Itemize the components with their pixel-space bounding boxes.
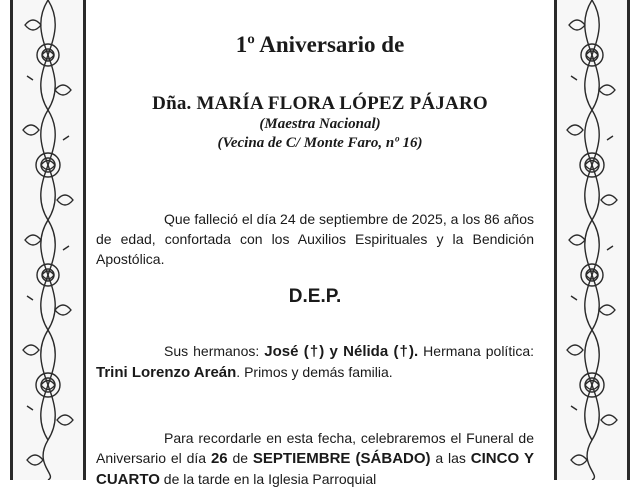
right-floral-border xyxy=(554,0,630,480)
funeral-text-a: Para recordarle en esta fecha, celebraremos el Funeral de Aniversario el día xyxy=(96,430,534,466)
family-in-law: Trini Lorenzo Areán xyxy=(96,364,237,381)
funeral-month: SEPTIEMBRE (SÁBADO) xyxy=(252,450,431,467)
funeral-time: CINCO Y CUARTO xyxy=(96,450,534,488)
family-mid: Hermana política: xyxy=(418,343,534,359)
funeral-paragraph xyxy=(96,428,534,490)
family-paragraph xyxy=(96,341,534,383)
funeral-text-d: de la tarde en la Iglesia Parroquial xyxy=(159,471,377,487)
deceased-address: (Vecina de C/ Monte Faro, nº 16) xyxy=(217,135,423,151)
obituary-notice xyxy=(96,0,544,488)
rose-vine-ornament-icon xyxy=(13,0,83,480)
death-text: Que falleció el día 24 de septiembre de 2025, a los 86 años de edad, confortada con los Auxilios Espirituales y la Bendición Apostólica. xyxy=(96,211,534,267)
family-siblings: José (†) y Nélida (†). xyxy=(264,343,419,360)
funeral-text-c: a las xyxy=(430,450,471,466)
deceased-profession: (Maestra Nacional) xyxy=(259,116,381,132)
left-floral-border xyxy=(10,0,86,480)
death-paragraph xyxy=(96,209,534,269)
rose-vine-ornament-icon xyxy=(557,0,627,480)
deceased-name: Dña. MARÍA FLORA LÓPEZ PÁJARO xyxy=(152,93,488,114)
family-intro: Sus hermanos: xyxy=(164,343,265,359)
family-end: . Primos y demás familia. xyxy=(236,364,393,380)
anniversary-title: 1º Aniversario de xyxy=(235,32,405,57)
funeral-text-b: de xyxy=(227,450,253,466)
dep-heading: D.E.P. xyxy=(288,286,342,307)
funeral-day: 26 xyxy=(210,450,228,467)
